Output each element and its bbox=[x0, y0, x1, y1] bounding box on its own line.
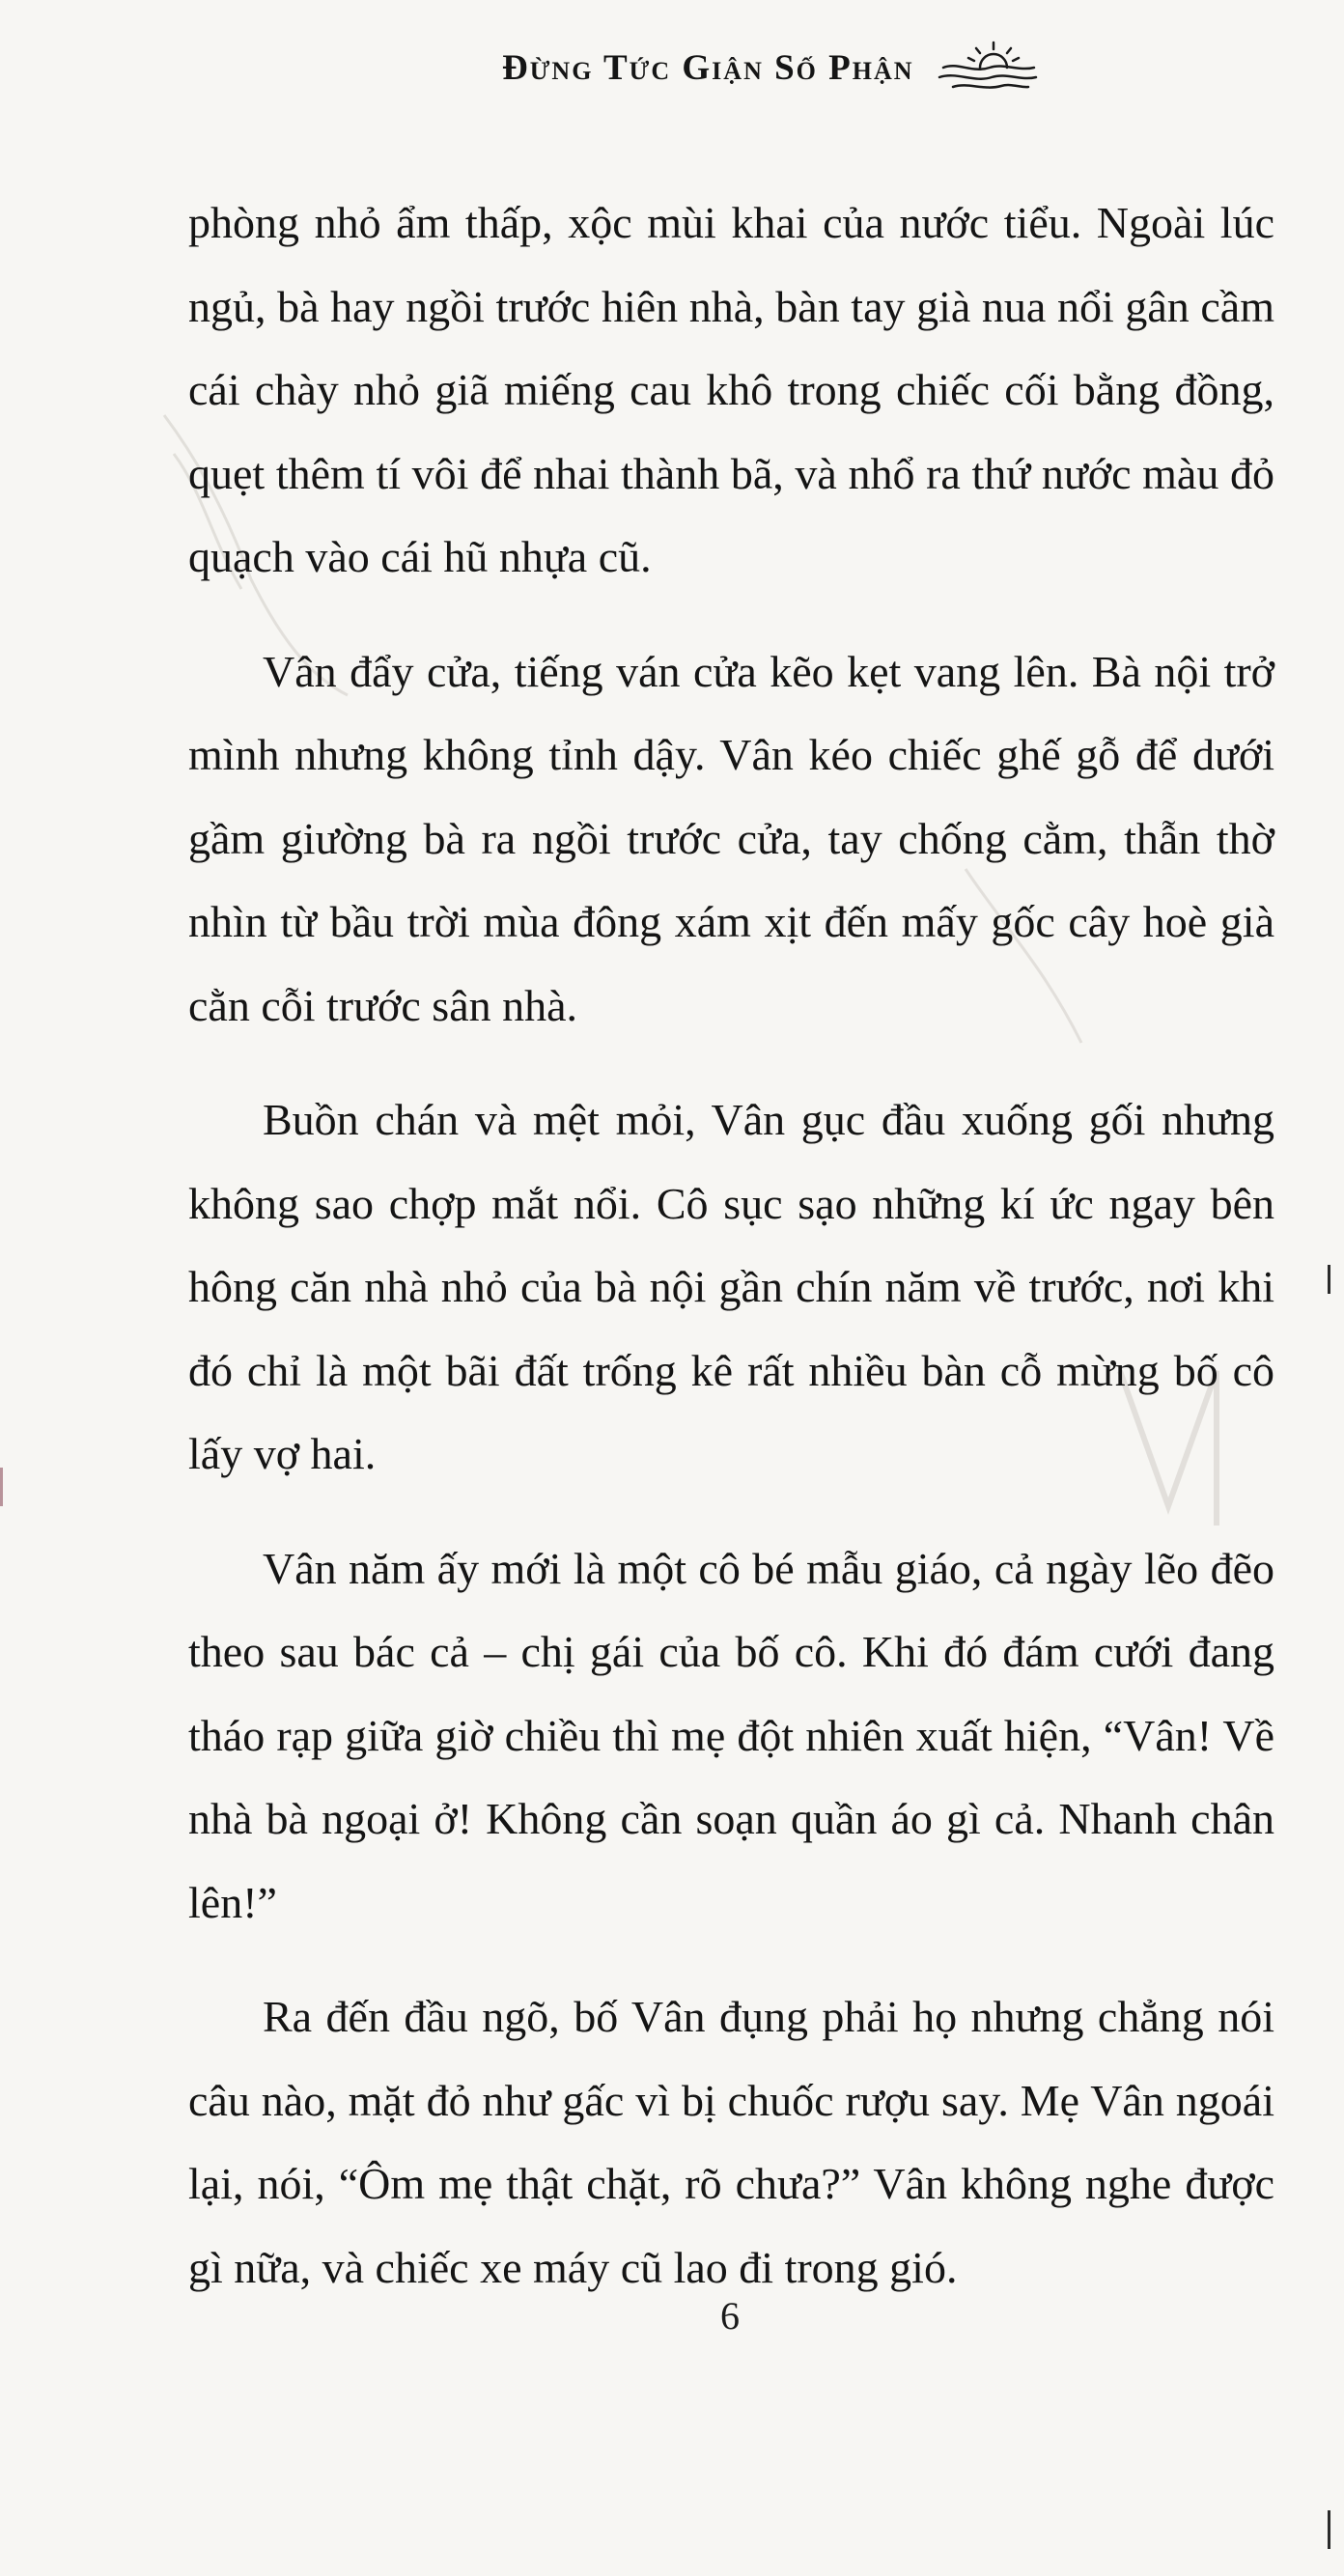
scan-edge-mark bbox=[1328, 2510, 1330, 2549]
paragraph-5: Ra đến đầu ngõ, bố Vân đụng phải họ nhưng chẳng nói câu nào, mặt đỏ như gấc vì bị chuốc rượu say. Mẹ Vân ngoái lại, nói, “Ôm mẹ thật chặt, rõ chưa?” Vân không nghe được gì nữa, và chiếc xe máy cũ lao đi trong gió. bbox=[188, 1992, 1274, 2292]
book-title: Đừng Tức Giận Số Phận bbox=[502, 47, 914, 88]
paragraph-1: phòng nhỏ ẩm thấp, xộc mùi khai của nước tiểu. Ngoài lúc ngủ, bà hay ngồi trước hiên nhà, bàn tay già nua nổi gân cầm cái chày nhỏ giã miếng cau khô trong chiếc cối bằng đồng, quẹt thêm tí vôi để nhai thành bã, và nhổ ra thứ nước màu đỏ quạch vào cái hũ nhựa cũ. bbox=[188, 198, 1274, 581]
page-number: 6 bbox=[720, 2294, 740, 2338]
sun-over-waves-icon bbox=[934, 39, 1040, 97]
scan-edge-mark bbox=[0, 1468, 3, 1506]
paragraph-4: Vân năm ấy mới là một cô bé mẫu giáo, cả ngày lẽo đẽo theo sau bác cả – chị gái của bố cô. Khi đó đám cưới đang tháo rạp giữa giờ chiều thì mẹ đột nhiên xuất hiện, “Vân! Về nhà bà ngoại ở! Không cần soạn quần áo gì cả. Nhanh chân lên!” bbox=[188, 1543, 1274, 1927]
paragraph-3: Buồn chán và mệt mỏi, Vân gục đầu xuống gối nhưng không sao chợp mắt nổi. Cô sục sạo những kí ức ngay bên hông căn nhà nhỏ của bà nội gần chín năm về trước, nơi khi đó chỉ là một bãi đất trống kê rất nhiều bàn cỗ mừng bố cô lấy vợ hai. bbox=[188, 1095, 1274, 1478]
paragraph-2: Vân đẩy cửa, tiếng ván cửa kẽo kẹt vang lên. Bà nội trở mình nhưng không tỉnh dậy. Vân kéo chiếc ghế gỗ để dưới gầm giường bà ra ngồi trước cửa, tay chống cằm, thẫn thờ nhìn từ bầu trời mùa đông xám xịt đến mấy gốc cây hoè già cằn cỗi trước sân nhà. bbox=[188, 646, 1274, 1030]
main-text bbox=[188, 182, 1274, 2340]
scan-edge-mark bbox=[1328, 1265, 1330, 1294]
running-header bbox=[502, 39, 1040, 97]
